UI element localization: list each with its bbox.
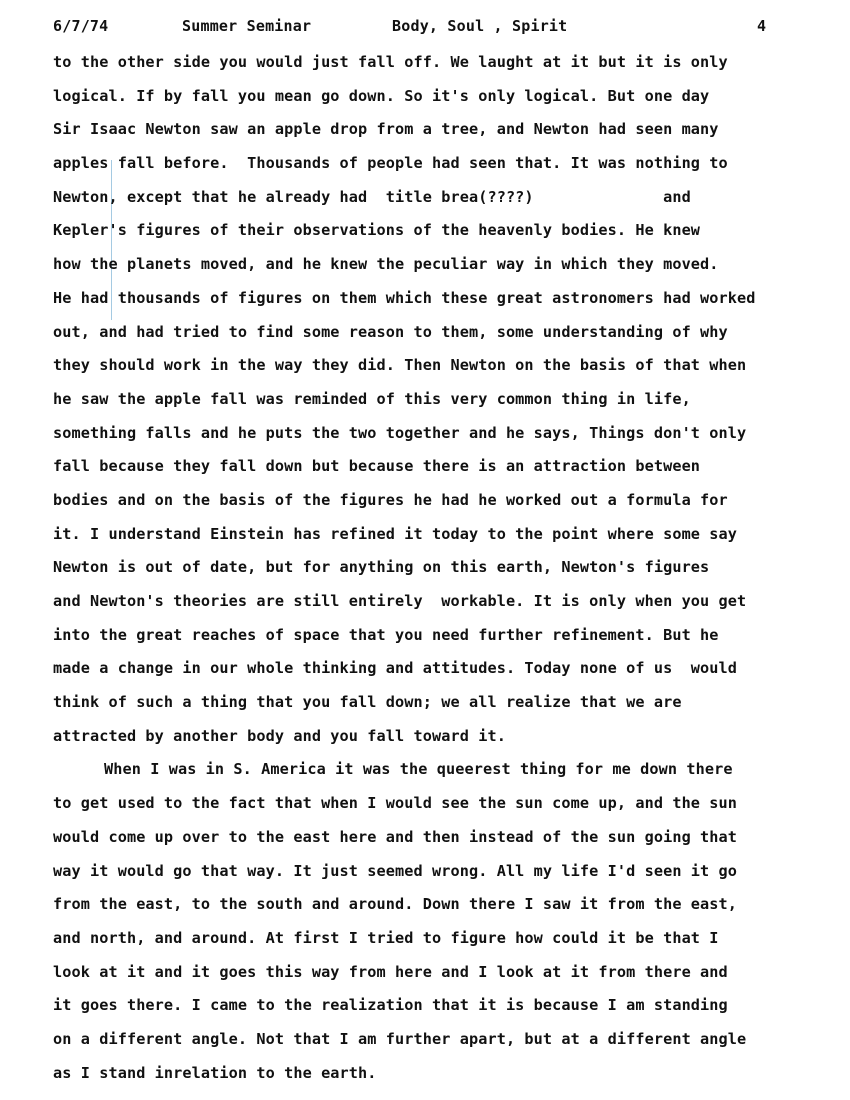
text-line: fall because they fall down but because there is an attraction between (53, 457, 701, 476)
header-series: Summer Seminar (182, 17, 312, 35)
text-line: to the other side you would just fall off. We laught at it but it is only (53, 53, 728, 71)
text-line: made a change in our whole thinking and attitudes. Today none of us would (53, 659, 738, 678)
text-line: and Newton's theories are still entirely workable. It is only when you get (53, 592, 747, 610)
text-line: from the east, to the south and around. Down there I saw it from the east, (53, 895, 738, 914)
text-line: on a different angle. Not that I am further apart, but at a different angle (53, 1029, 747, 1048)
body-text (53, 48, 833, 1092)
text-line: would come up over to the east here and then instead of the sun going that (53, 827, 738, 846)
text-line: out, and had tried to find some reason to them, some understanding of why (53, 322, 728, 341)
text-line: Kepler's figures of their observations of the heavenly bodies. He knew (53, 221, 701, 240)
text-line: it goes there. I came to the realization that it is because I am standing (53, 996, 728, 1015)
text-line: look at it and it goes this way from here and I look at it from there and (53, 962, 728, 981)
text-line: Newton, except that he already had title brea(????) and (53, 187, 691, 206)
text-line: think of such a thing that you fall down; we all realize that we are (53, 693, 682, 712)
text-line: apples fall before. Thousands of people had seen that. It was nothing to (53, 154, 728, 173)
page-header (0, 17, 850, 41)
text-line: he saw the apple fall was reminded of this very common thing in life, (53, 389, 691, 408)
text-line: way it would go that way. It just seemed wrong. All my life I'd seen it go (53, 861, 738, 880)
text-line: they should work in the way they did. Then Newton on the basis of that when (53, 356, 747, 375)
text-line: into the great reaches of space that you need further refinement. But he (53, 625, 719, 644)
text-line: to get used to the fact that when I would see the sun come up, and the sun (53, 794, 738, 813)
text-line: logical. If by fall you mean go down. So it's only logical. But one day (53, 86, 710, 105)
text-line: as I stand inrelation to the earth. (53, 1063, 377, 1082)
text-line: Newton is out of date, but for anything on this earth, Newton's figures (53, 558, 710, 577)
text-line: how the planets moved, and he knew the peculiar way in which they moved. (53, 255, 719, 274)
text-line: attracted by another body and you fall toward it. (53, 726, 506, 745)
text-line: something falls and he puts the two together and he says, Things don't only (53, 423, 747, 442)
text-line: When I was in S. America it was the queerest thing for me down there (104, 760, 733, 779)
text-line: bodies and on the basis of the figures he had he worked out a formula for (53, 490, 728, 509)
header-date: 6/7/74 (53, 17, 109, 35)
text-line: and north, and around. At first I tried to figure how could it be that I (53, 928, 719, 947)
text-line: Sir Isaac Newton saw an apple drop from a tree, and Newton had seen many (53, 120, 719, 139)
text-line: He had thousands of figures on them which these great astronomers had worked (53, 288, 756, 307)
page-number: 4 (757, 17, 767, 35)
text-line: it. I understand Einstein has refined it today to the point where some say (53, 524, 738, 543)
header-title: Body, Soul , Spirit (392, 17, 568, 35)
